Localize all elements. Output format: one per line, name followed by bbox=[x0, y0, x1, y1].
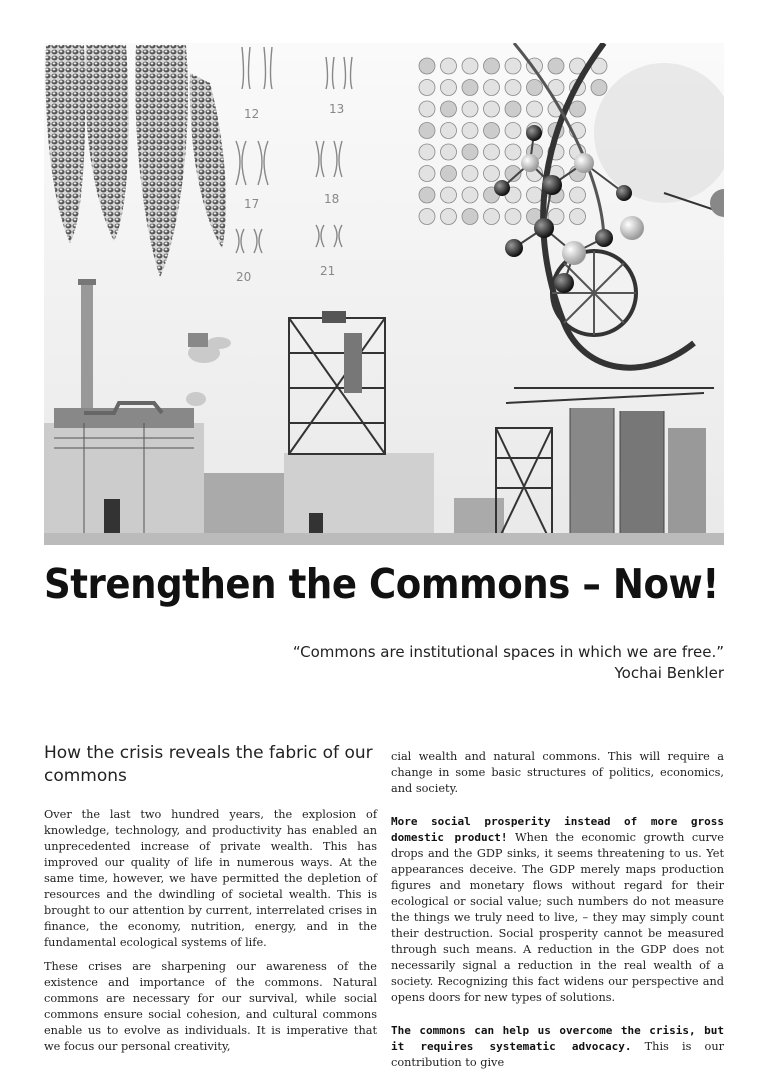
grid-dot bbox=[548, 58, 564, 74]
chromosome-label: 17 bbox=[244, 197, 260, 211]
paragraph-lead: More social prosperity instead of more gross domestic product! bbox=[391, 815, 724, 844]
grid-dot bbox=[527, 187, 543, 203]
hero-collage-image bbox=[44, 43, 724, 545]
grid-dot bbox=[419, 58, 435, 74]
grid-dot bbox=[505, 58, 521, 74]
chromosome-label: 20 bbox=[236, 270, 252, 284]
quote-author: Yochai Benkler bbox=[614, 664, 724, 682]
grid-dot bbox=[570, 209, 586, 225]
section-heading: How the crisis reveals the fabric of our commons bbox=[44, 743, 373, 786]
chromosome-label: 13 bbox=[329, 102, 345, 116]
grid-dot bbox=[462, 80, 478, 96]
grid-dot bbox=[527, 80, 543, 96]
grid-dot bbox=[505, 209, 521, 225]
epigraph-quote bbox=[293, 642, 724, 684]
grid-dot bbox=[441, 187, 457, 203]
chromosome-label: 21 bbox=[320, 264, 336, 278]
grid-dot bbox=[570, 187, 586, 203]
grid-dot bbox=[570, 101, 586, 117]
grid-dot bbox=[419, 80, 435, 96]
grid-dot bbox=[441, 101, 457, 117]
paragraph-text: This is our contribution to give bbox=[391, 1040, 724, 1069]
chromosome-label: 18 bbox=[324, 192, 340, 206]
paragraph-text: When the economic growth curve drops and the GDP sinks, it seems threatening to us. Yet appearances deceive. The GDP merely maps production figures and monetary flows without regard for their ecological or social value; such numbers do not measure the things we truly need to live, – they may simply count their destruction. Social prosperity cannot be measured through such means. A reduction in the GDP does not necessarily signal a reduction in the real wealth of a society. Recognizing this fact widens our perspective and opens doors for new types of solutions. bbox=[391, 831, 724, 1004]
grid-dot bbox=[462, 209, 478, 225]
body-paragraph bbox=[391, 1023, 724, 1071]
grid-dot bbox=[505, 101, 521, 117]
grid-dot bbox=[419, 123, 435, 139]
grid-dot bbox=[484, 101, 500, 117]
grid-dot bbox=[505, 123, 521, 139]
grid-dot bbox=[441, 209, 457, 225]
grid-dot bbox=[441, 58, 457, 74]
grid-dot bbox=[505, 144, 521, 160]
grid-dot bbox=[441, 144, 457, 160]
grid-dot bbox=[484, 166, 500, 182]
grid-dot bbox=[484, 80, 500, 96]
chromosome-label: 12 bbox=[244, 107, 260, 121]
grid-dot bbox=[591, 80, 607, 96]
grid-dot bbox=[484, 58, 500, 74]
grid-dot bbox=[441, 166, 457, 182]
grid-dot bbox=[419, 144, 435, 160]
body-paragraph bbox=[391, 814, 724, 1006]
grid-dot bbox=[484, 123, 500, 139]
paragraph-lead: The commons can help us overcome the crisis, but it requires systematic advocacy. bbox=[391, 1024, 724, 1053]
quote-text: “Commons are institutional spaces in which we are free.” bbox=[292, 643, 724, 661]
grid-dot bbox=[419, 101, 435, 117]
grid-dot bbox=[462, 166, 478, 182]
grid-dot bbox=[419, 166, 435, 182]
grid-dot bbox=[462, 101, 478, 117]
body-paragraph: These crises are sharpening our awareness of the existence and importance of the commons. Natural commons are necessary for our survival, while social commons ensure social cohesion, and cultural commons enable us to evolve as individuals. It is imperative that we focus our personal creativity, bbox=[44, 960, 377, 1053]
grid-dot bbox=[419, 187, 435, 203]
left-column bbox=[44, 742, 377, 1063]
grid-dot bbox=[462, 144, 478, 160]
grid-dot bbox=[484, 209, 500, 225]
grid-dot bbox=[527, 101, 543, 117]
grid-dot bbox=[462, 58, 478, 74]
grid-dot bbox=[441, 80, 457, 96]
body-paragraph: cial wealth and natural commons. This will require a change in some basic structures of politics, economics, and society. bbox=[391, 750, 724, 795]
page-title: Strengthen the Commons – Now! bbox=[44, 560, 719, 608]
grid-dot bbox=[505, 80, 521, 96]
grid-dot bbox=[441, 123, 457, 139]
right-column bbox=[391, 749, 724, 1088]
body-paragraph: Over the last two hundred years, the explosion of knowledge, technology, and productivity has enabled an unprecedented increase of private wealth. This has improved our quality of life in numerous ways. At the same time, however, we have permitted the depletion of resources and the dwindling of societal wealth. This is brought to our attention by current, interrelated crises in finance, the economy, nutrition, energy, and in the fundamental ecological systems of life. bbox=[44, 808, 377, 949]
grid-dot bbox=[419, 209, 435, 225]
grid-dot bbox=[462, 123, 478, 139]
grid-dot bbox=[484, 144, 500, 160]
grid-dot bbox=[462, 187, 478, 203]
